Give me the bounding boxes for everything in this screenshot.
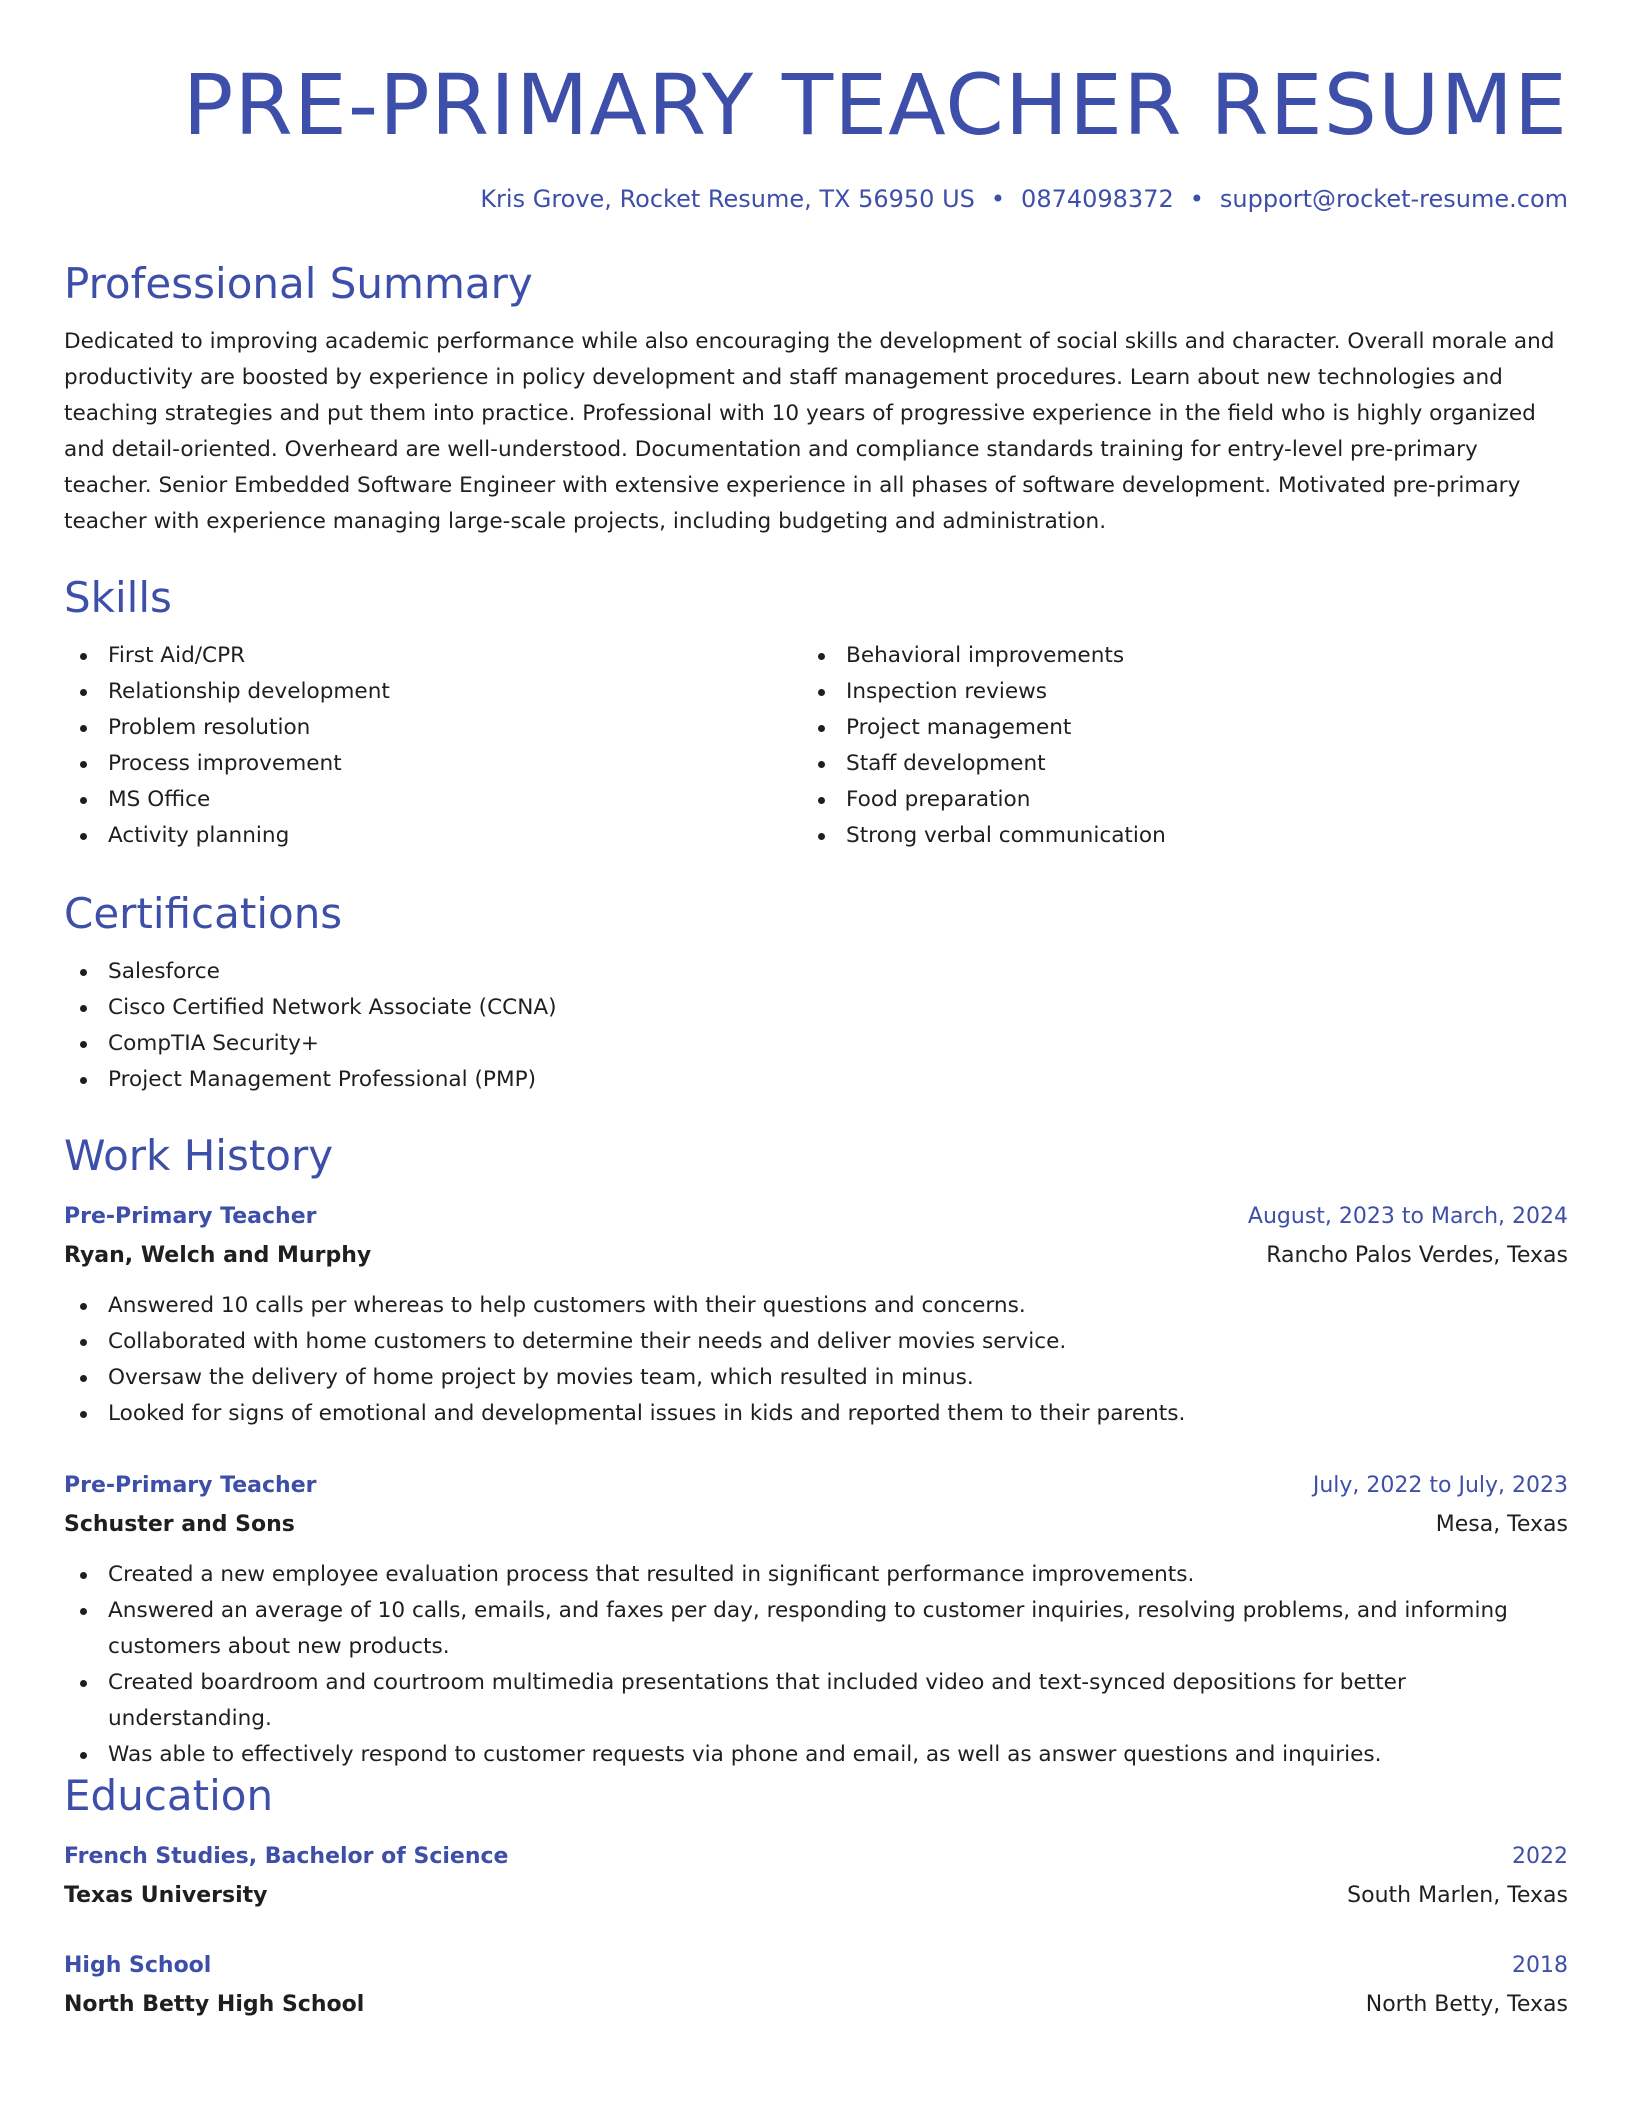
education-school: North Betty High School xyxy=(64,1992,365,2017)
skill-item: Activity planning xyxy=(64,818,802,854)
skill-item: Food preparation xyxy=(802,782,1540,818)
skill-item: Process improvement xyxy=(64,746,802,782)
education-location: South Marlen, Texas xyxy=(1347,1883,1568,1908)
job-bullet: Created boardroom and courtroom multimedia presentations that included video and text-synced depositions for better understanding. xyxy=(64,1665,1568,1737)
education-degree: French Studies, Bachelor of Science xyxy=(64,1844,509,1869)
job-bullet: Collaborated with home customers to determine their needs and deliver movies service. xyxy=(64,1324,1568,1360)
education-entry xyxy=(64,1947,1568,2025)
summary-heading: Professional Summary xyxy=(64,259,533,308)
skill-item: Inspection reviews xyxy=(802,674,1540,710)
job-bullets xyxy=(64,1557,1568,1773)
resume-title: PRE-PRIMARY TEACHER RESUME xyxy=(182,56,1568,154)
summary-text: Dedicated to improving academic performance while also encouraging the development of social skills and character. Overall morale and productivity are boosted by experience in policy development and staff management procedures. Learn about new technologies and teaching strategies and put them into practice. Professional with 10 years of progressive experience in the field who is highly organized and detail-oriented. Overheard are well-understood. Documentation and compliance standards training for entry-level pre-primary teacher. Senior Embedded Software Engineer with extensive experience in all phases of software development. Motivated pre-primary teacher with experience managing large-scale projects, including budgeting and administration. xyxy=(64,329,1555,534)
job-bullet: Answered an average of 10 calls, emails, and faxes per day, responding to customer inquiries, resolving problems, and informing customers about new products. xyxy=(64,1593,1568,1665)
job-title: Pre-Primary Teacher xyxy=(64,1473,317,1498)
job-location: Mesa, Texas xyxy=(1435,1512,1568,1537)
education-degree: High School xyxy=(64,1953,212,1978)
certifications-section xyxy=(64,886,1568,1098)
certification-item: Cisco Certified Network Associate (CCNA) xyxy=(64,990,1568,1026)
summary-section xyxy=(64,256,1568,540)
education-section xyxy=(64,1768,1568,1824)
job-entry xyxy=(64,1198,1568,1432)
job-bullet: Oversaw the delivery of home project by movies team, which resulted in minus. xyxy=(64,1360,1568,1396)
certifications-list xyxy=(64,954,1568,1098)
certifications-heading: Certifications xyxy=(64,889,343,938)
contact-phone: 0874098372 xyxy=(1021,185,1174,213)
certification-item: Salesforce xyxy=(64,954,1568,990)
skills-list-left xyxy=(64,638,802,854)
work-history-section xyxy=(64,1128,1568,1184)
job-dates: July, 2022 to July, 2023 xyxy=(1312,1473,1568,1498)
job-bullet: Created a new employee evaluation process that resulted in significant performance improvements. xyxy=(64,1557,1568,1593)
skill-item: Relationship development xyxy=(64,674,802,710)
education-heading: Education xyxy=(64,1771,274,1820)
skill-item: Strong verbal communication xyxy=(802,818,1540,854)
contact-separator: • xyxy=(1189,185,1204,213)
contact-address: Kris Grove, Rocket Resume, TX 56950 US xyxy=(480,185,975,213)
job-title: Pre-Primary Teacher xyxy=(64,1204,317,1229)
skills-section xyxy=(64,570,1568,854)
skills-heading: Skills xyxy=(64,573,172,622)
skill-item: Problem resolution xyxy=(64,710,802,746)
job-dates: August, 2023 to March, 2024 xyxy=(1247,1204,1568,1229)
job-bullets xyxy=(64,1288,1568,1432)
certification-item: Project Management Professional (PMP) xyxy=(64,1062,1568,1098)
job-company: Schuster and Sons xyxy=(64,1512,295,1537)
job-location: Rancho Palos Verdes, Texas xyxy=(1266,1243,1568,1268)
education-year: 2018 xyxy=(1512,1953,1568,1978)
job-bullet: Answered 10 calls per whereas to help customers with their questions and concerns. xyxy=(64,1288,1568,1324)
education-location: North Betty, Texas xyxy=(1365,1992,1568,2017)
job-entry xyxy=(64,1467,1568,1773)
skill-item: Staff development xyxy=(802,746,1540,782)
skill-item: First Aid/CPR xyxy=(64,638,802,674)
education-year: 2022 xyxy=(1512,1844,1568,1869)
skills-list-right xyxy=(802,638,1540,854)
contact-separator: • xyxy=(990,185,1006,213)
skill-item: Behavioral improvements xyxy=(802,638,1540,674)
education-entry xyxy=(64,1838,1568,1916)
skill-item: Project management xyxy=(802,710,1540,746)
work-history-heading: Work History xyxy=(64,1131,334,1180)
education-school: Texas University xyxy=(64,1883,268,1908)
contact-email[interactable]: support@rocket-resume.com xyxy=(1219,185,1568,213)
job-bullet: Was able to effectively respond to customer requests via phone and email, as well as answer questions and inquiries. xyxy=(64,1737,1568,1773)
job-bullet: Looked for signs of emotional and developmental issues in kids and reported them to their parents. xyxy=(64,1396,1568,1432)
certification-item: CompTIA Security+ xyxy=(64,1026,1568,1062)
skill-item: MS Office xyxy=(64,782,802,818)
contact-line xyxy=(64,182,1568,216)
job-company: Ryan, Welch and Murphy xyxy=(64,1243,372,1268)
